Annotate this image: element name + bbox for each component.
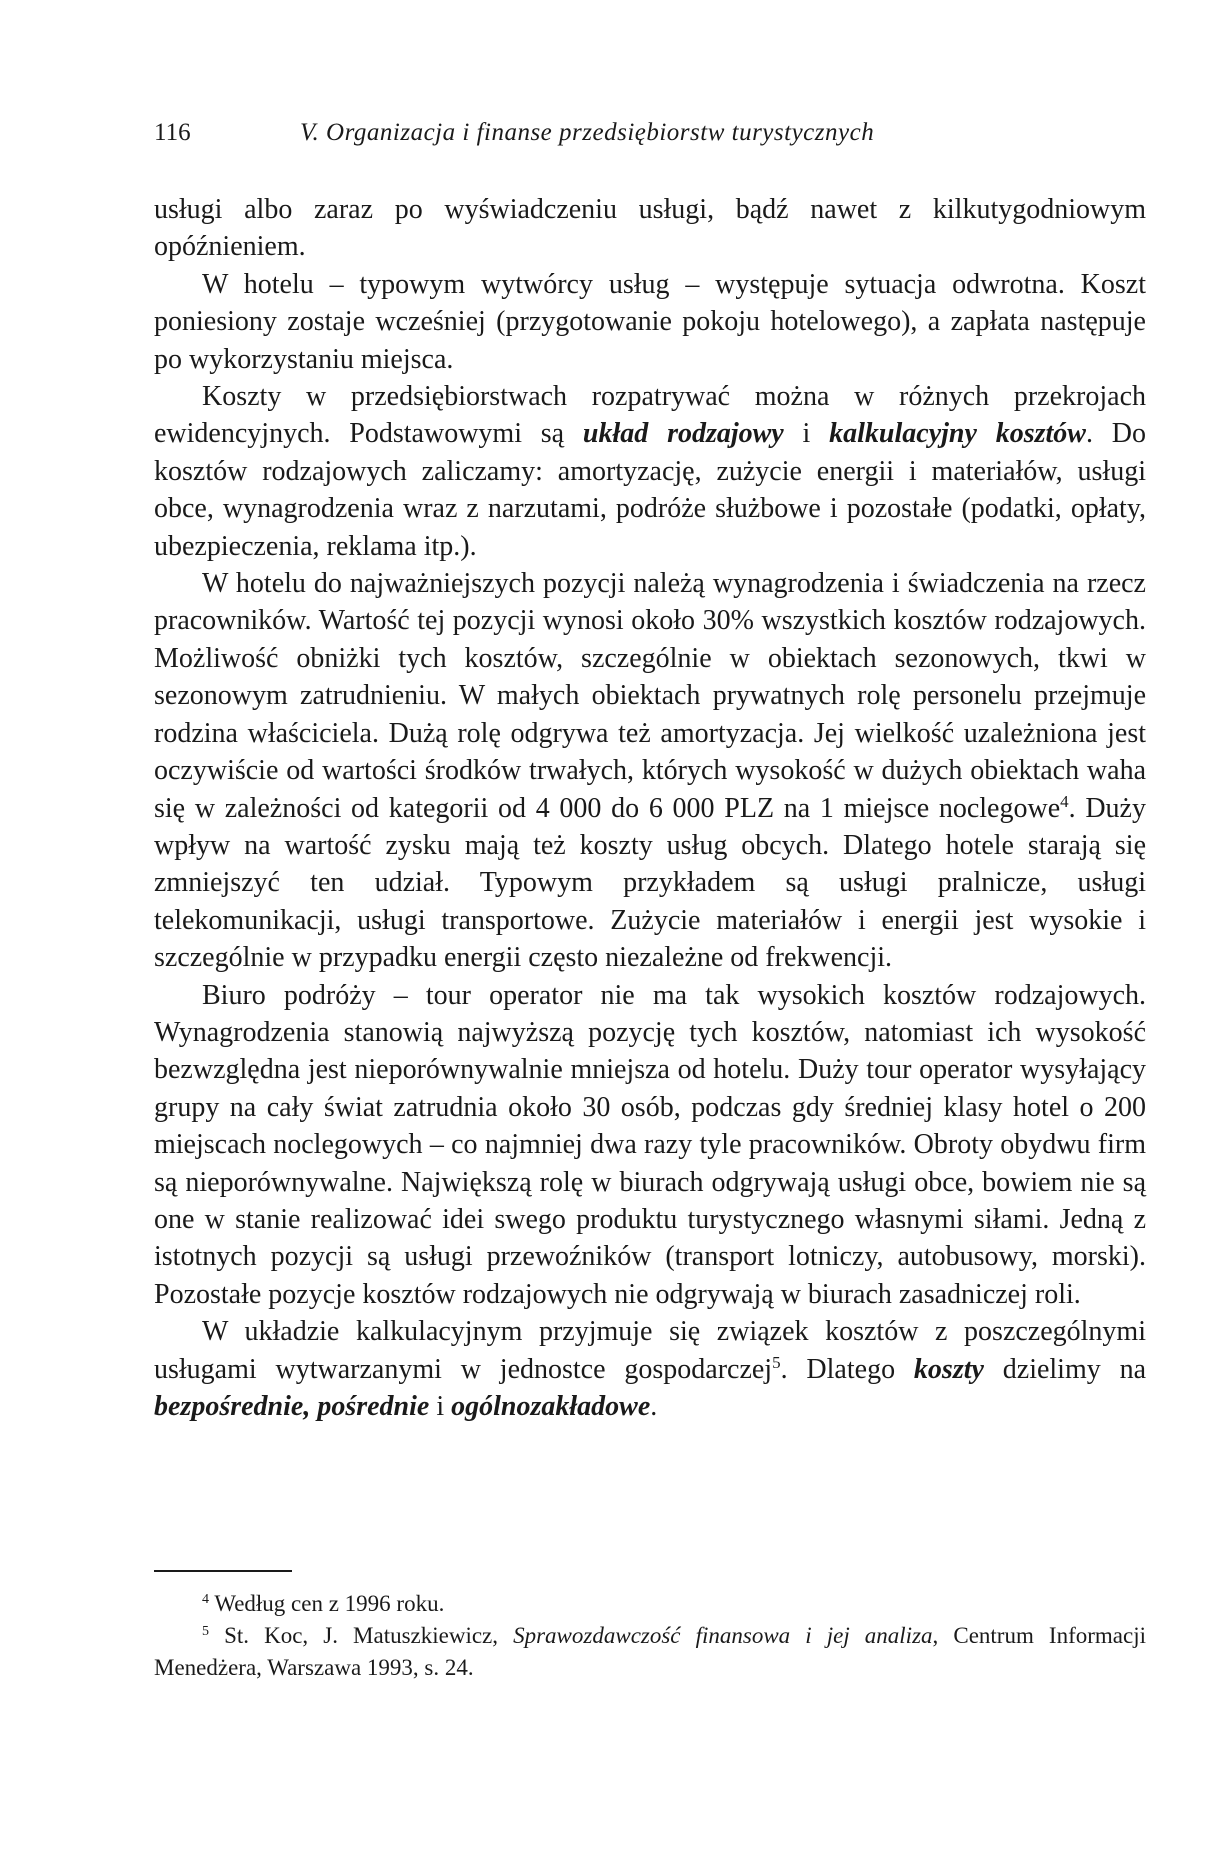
paragraph-3-text-c: . Do kosztów rodzajowych zaliczamy: amortyzację, zużycie energii i materiałów, usługi obce, wynagrodzenia wraz z narzutami, podróże służbowe i pozostałe (podatki, opłaty, ubezpieczenia, reklama itp.). xyxy=(154,418,1146,562)
running-title: V. Organizacja i finanse przedsiębiorstw turystycznych xyxy=(300,119,875,146)
paragraph-6-text-c: dzielimy na xyxy=(983,1353,1147,1385)
term-koszty: koszty xyxy=(913,1353,984,1385)
paragraph-2: W hotelu – typowym wytwórcy usług – występuje sytuacja odwrotna. Koszt poniesiony zostaje wcześniej (przygotowanie pokoju hotelowego), a zapłata następuje po wykorzystaniu miejsca. xyxy=(154,268,1146,375)
paragraph-6-text-a: W układzie kalkulacyjnym przyjmuje się związek kosztów z poszczególnymi usługami wytwarzanymi w jednostce gospodarczej xyxy=(154,1316,1146,1385)
page-number: 116 xyxy=(154,119,191,146)
paragraph-3-text-b: i xyxy=(783,418,830,450)
footnote-ref-4: 4 xyxy=(1060,791,1069,811)
paragraph-5: Biuro podróży – tour operator nie ma tak wysokich kosztów rodzajowych. Wynagrodzenia stanowią najwyższą pozycję tych kosztów, natomiast ich wysokość bezwzględna jest nieporównywalnie mniejsza od hotelu. Duży tour operator wysyłający grupy na cały świat zatrudnia około 30 osób, podczas gdy średniej klasy hotel o 200 miejscach noclegowych – co najmniej dwa razy tyle pracowników. Obroty obydwu firm są nieporównywalne. Największą rolę w biurach odgrywają usługi obce, bowiem nie są one w stanie realizować idei swego produktu turystycznego własnymi siłami. Jedną z istotnych pozycji są usługi przewoźników (transport lotniczy, autobusowy, morski). Pozostałe pozycje kosztów rodzajowych nie odgrywają w biurach zasadniczej roli. xyxy=(154,979,1146,1310)
footnotes xyxy=(154,1588,1146,1684)
body-text xyxy=(154,191,1146,1425)
paragraph-3 xyxy=(154,378,1146,565)
term-uklad-rodzajowy: układ rodzajowy xyxy=(582,418,784,450)
paragraph-6-text-d: i xyxy=(429,1391,452,1422)
paragraph-4-text-b: . Duży wpływ na wartość zysku mają też koszty usług obcych. Dlatego hotele starają się zmniejszyć ten udział. Typowym przykładem są usługi pralnicze, usługi telekomunikacji, usługi transportowe. Zużycie materiałów i energii jest wysokie i szczególnie w przypadku energii często niezależne od frekwencji. xyxy=(154,792,1146,974)
footnote-4 xyxy=(154,1588,1146,1620)
footnote-5-book-title: Sprawozdawczość finansowa i jej analiza xyxy=(513,1623,933,1648)
paragraph-6 xyxy=(154,1313,1146,1425)
footnote-4-marker: 4 xyxy=(202,1592,209,1607)
term-kalkulacyjny-kosztow: kalkulacyjny kosztów xyxy=(829,418,1086,450)
footnote-ref-5: 5 xyxy=(772,1352,781,1372)
paragraph-6-text-e: . xyxy=(650,1391,658,1422)
footnote-4-text: Według cen z 1996 roku. xyxy=(214,1591,445,1616)
paragraph-1: usługi albo zaraz po wyświadczeniu usługi, bądź nawet z kilkutygodniowym opóźnieniem. xyxy=(154,194,1146,263)
term-bezposrednie-posrednie: bezpośrednie, pośrednie xyxy=(154,1391,430,1422)
running-header xyxy=(154,118,1054,148)
footnote-5-marker: 5 xyxy=(202,1624,209,1639)
paragraph-4 xyxy=(154,565,1146,976)
footnote-5 xyxy=(154,1620,1146,1684)
term-ogolnozakladowe: ogólnozakładowe xyxy=(451,1391,651,1422)
paragraph-4-text-a: W hotelu do najważniejszych pozycji należą wynagrodzenia i świadczenia na rzecz pracowników. Wartość tej pozycji wynosi około 30% wszystkich kosztów rodzajowych. Możliwość obniżki tych kosztów, szczególnie w obiektach sezonowych, tkwi w sezonowym zatrudnieniu. W małych obiektach prywatnych rolę personelu przejmuje rodzina właściciela. Dużą rolę odgrywa też amortyzacja. Jej wielkość uzależniona jest oczywiście od wartości środków trwałych, których wysokość w dużych obiektach waha się w zależności od kategorii od 4 000 do 6 000 PLZ na 1 miejsce noclegowe xyxy=(154,568,1146,824)
footnote-5-text-a: St. Koc, J. Matuszkiewicz, xyxy=(224,1623,514,1648)
paragraph-6-text-b: . Dlatego xyxy=(780,1353,914,1385)
footnote-5-text-b: , Centrum Informacji Menedżera, Warszawa 1993, s. 24. xyxy=(154,1623,1146,1680)
paragraph-3-text-a: Koszty w przedsiębiorstwach rozpatrywać można w różnych przekrojach ewidencyjnych. Podstawowymi są xyxy=(154,381,1146,450)
footnote-separator xyxy=(154,1570,292,1572)
